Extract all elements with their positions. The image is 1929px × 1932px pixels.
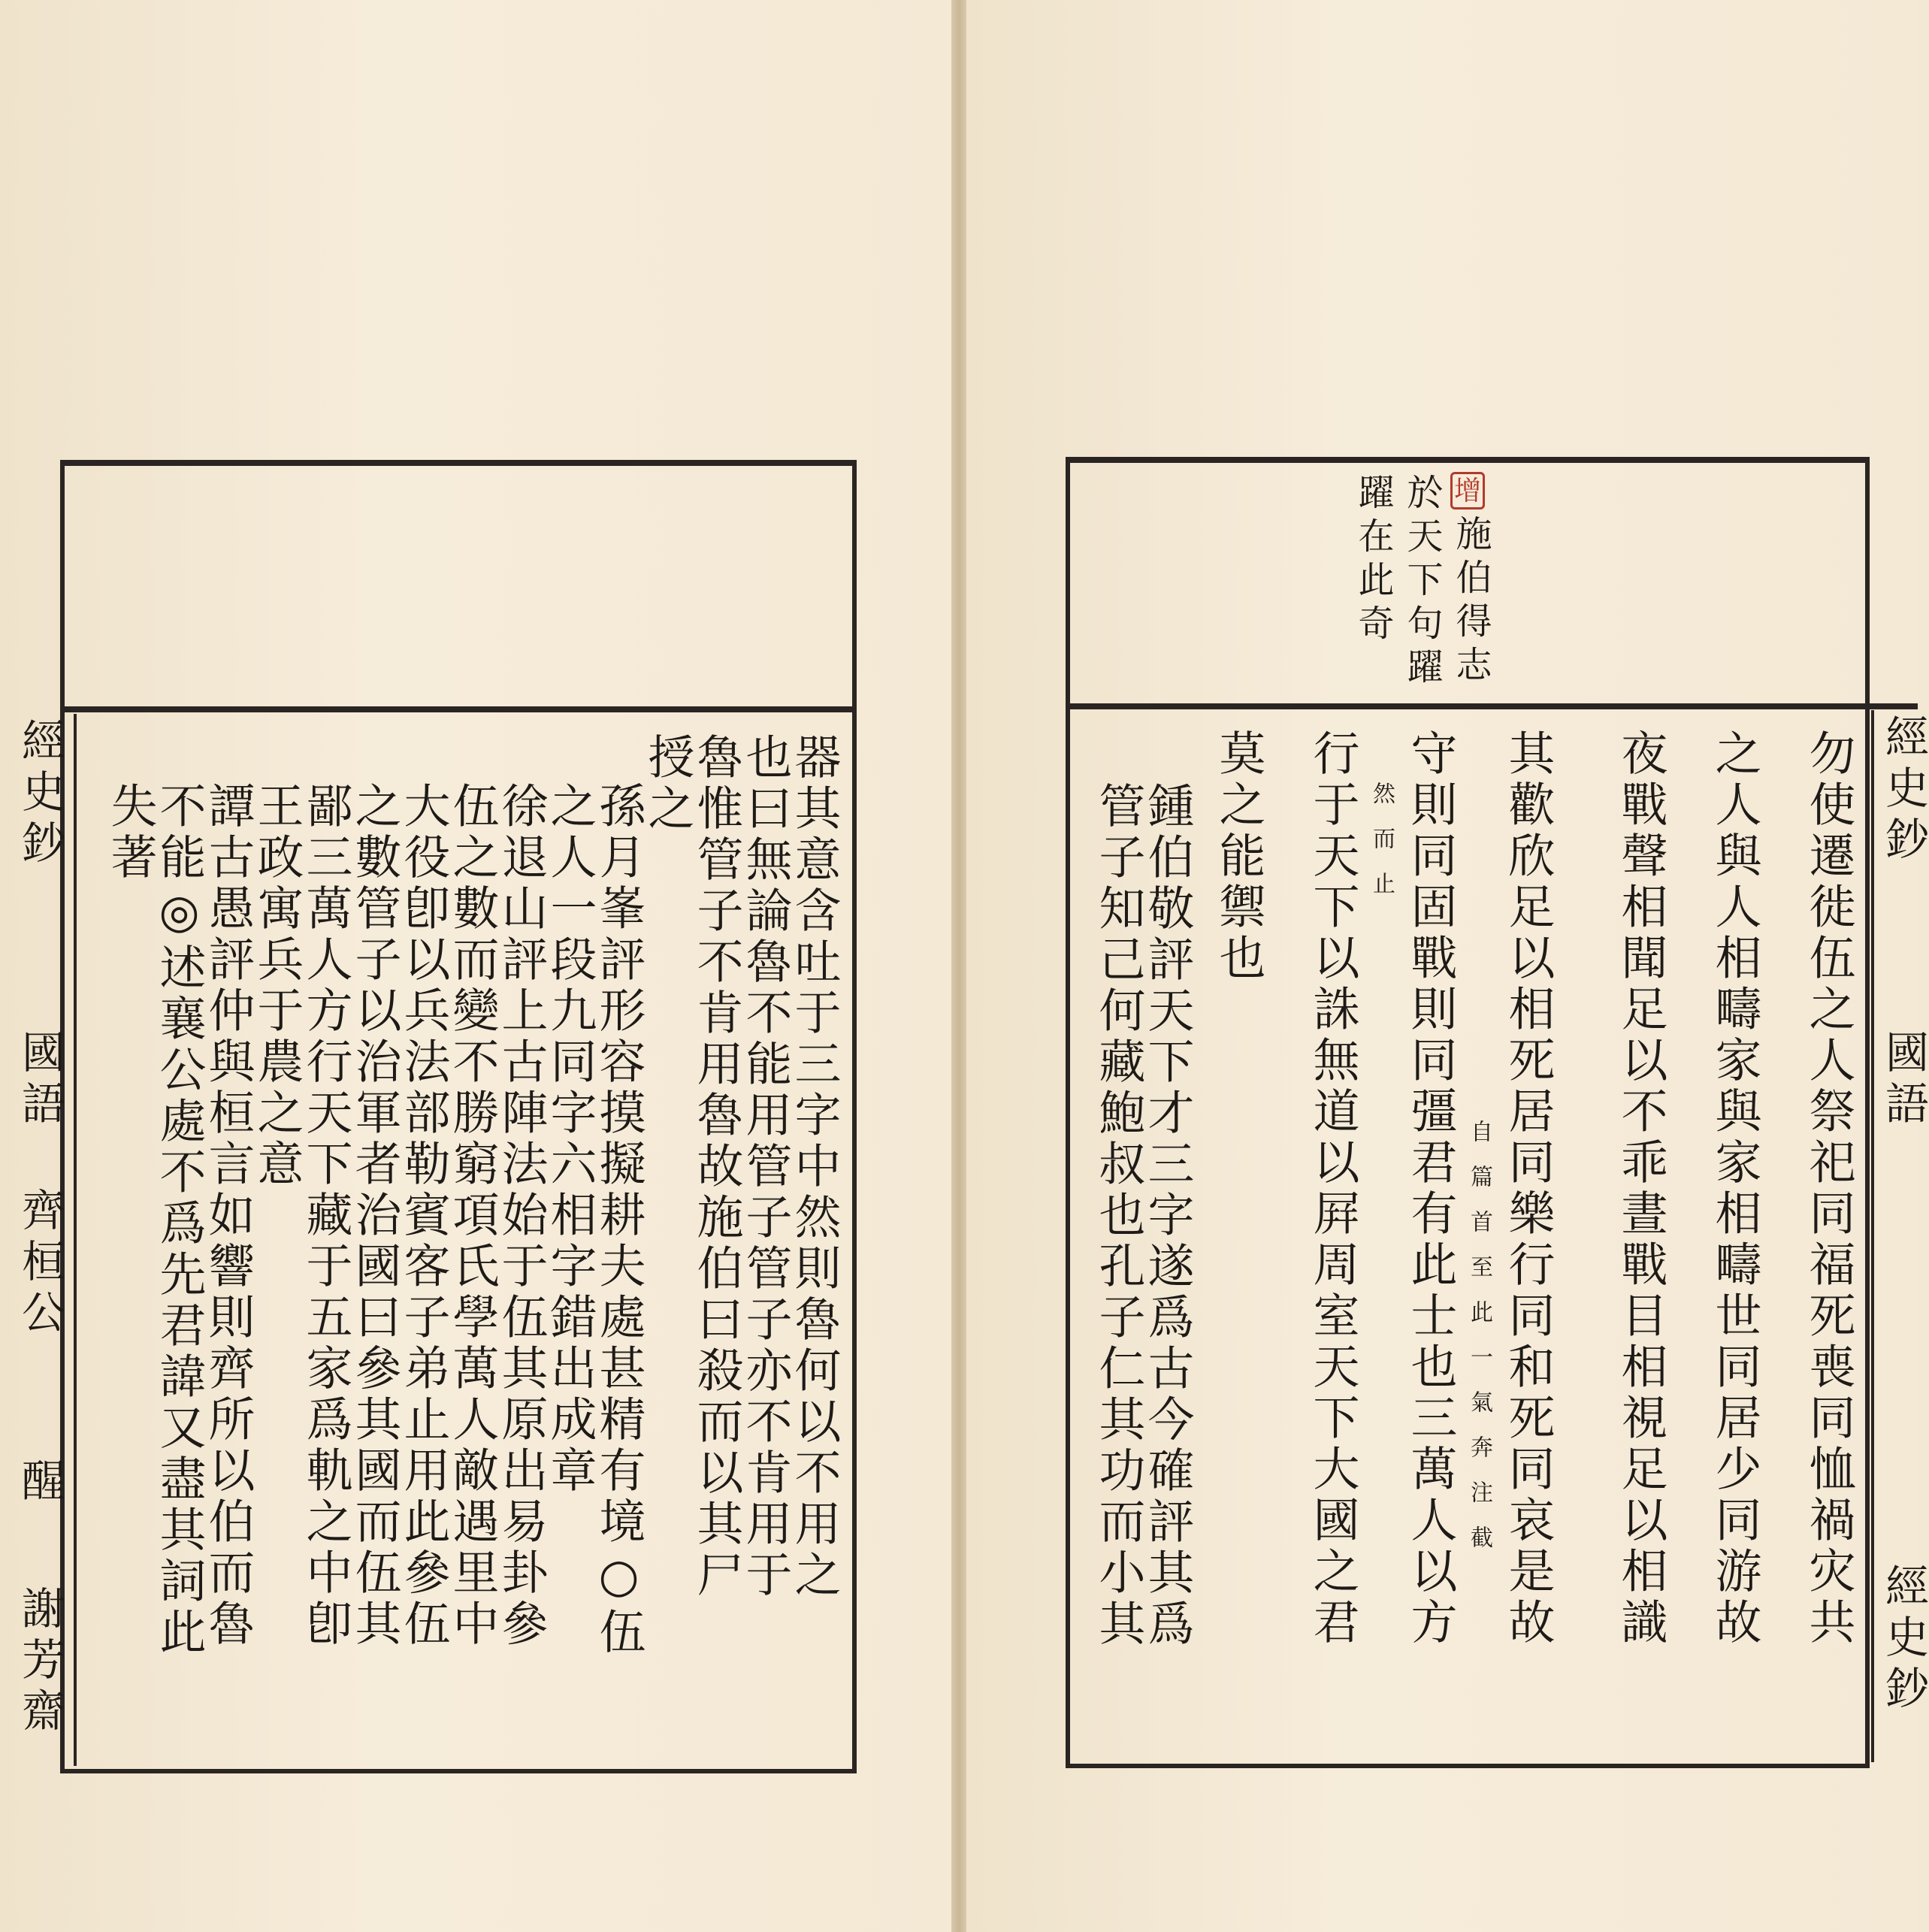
right-header-col-1: 施伯得志 bbox=[1450, 515, 1492, 689]
right-commentary-col-1: 鍾伯敬評天下才三字遂爲古今確評其爲 bbox=[1140, 782, 1195, 1650]
right-note-circles-a: 自篇首至此一氣奔注截 bbox=[1466, 1120, 1492, 1571]
left-text-col-2: 也曰無論魯不能用管子管子亦不肯用于 bbox=[738, 733, 793, 1601]
right-header-col-2: 於天下句躍 bbox=[1401, 473, 1443, 691]
left-margin-studio: 謝芳齋 bbox=[14, 1586, 65, 1739]
left-text-col-4: 授之 bbox=[640, 733, 695, 835]
right-text-col-3: 夜戰聲相聞足以不乖晝戰目相視足以相識 bbox=[1613, 729, 1668, 1649]
left-margin-chapter: 齊桓公 bbox=[14, 1187, 65, 1341]
left-text-col-10: 之數管子以治軍者治國曰參其國而伍其 bbox=[347, 782, 402, 1650]
right-header-top-rule bbox=[1066, 457, 1870, 463]
right-margin-section: 國語 bbox=[1878, 1029, 1929, 1132]
left-margin-mark: 醒 bbox=[14, 1458, 65, 1509]
left-text-col-7: 徐退山評上古陣法始于伍其原出易卦參 bbox=[494, 782, 549, 1650]
left-header-top-rule bbox=[60, 460, 857, 466]
right-header-col-3: 躍在此奇 bbox=[1352, 473, 1394, 648]
left-margin-rule bbox=[74, 714, 77, 1766]
right-text-col-5: 守則同固戰則同彊君有此士也三萬人以方 bbox=[1403, 729, 1458, 1649]
right-text-col-1: 勿使遷徙伍之人祭祀同福死喪同恤禍灾共 bbox=[1801, 729, 1856, 1649]
right-note-circles-b: 然而止 bbox=[1368, 782, 1395, 917]
right-commentary-col-2: 管子知己何藏鮑叔也孔子仁其功而小其 bbox=[1091, 782, 1146, 1650]
left-text-col-15: 失著 bbox=[103, 782, 158, 884]
left-text-col-5: 孫月峯評形容摸擬耕夫處甚精有境○伍 bbox=[591, 782, 646, 1658]
left-text-col-9: 大役卽以兵法部勒賓客子弟止用此參伍 bbox=[396, 782, 451, 1650]
right-margin-rule bbox=[1871, 710, 1874, 1762]
right-text-col-2: 之人與人相疇家與家相疇世同居少同游故 bbox=[1707, 729, 1762, 1649]
left-text-col-6: 之人一段九同字六相字錯出成章 bbox=[543, 782, 597, 1497]
right-text-col-6: 行于天下以誅無道以屛周室天下大國之君 bbox=[1305, 729, 1360, 1649]
left-header-bottom-rule bbox=[60, 706, 857, 712]
left-text-col-11: 鄙三萬人方行天下藏于五家爲軌之中卽 bbox=[298, 782, 353, 1650]
right-text-col-7: 莫之能禦也 bbox=[1211, 729, 1266, 984]
left-text-col-14: 不能◎述襄公處不爲先君諱又盡其詞此 bbox=[152, 782, 207, 1658]
left-text-col-1: 器其意含吐于三字中然則魯何以不用之 bbox=[787, 733, 842, 1601]
left-margin-title: 經史鈔 bbox=[14, 718, 65, 871]
right-margin-title: 經史鈔 bbox=[1878, 714, 1929, 867]
right-margin-title-2: 經史鈔 bbox=[1878, 1563, 1929, 1716]
zeng-seal: 增 bbox=[1450, 472, 1485, 509]
right-text-col-4: 其歡欣足以相死居同樂行同和死同哀是故 bbox=[1501, 729, 1556, 1649]
left-text-col-3: 魯惟管子不肯用魯故施伯曰殺而以其尸 bbox=[689, 733, 744, 1601]
left-text-col-13: 譚古愚評仲與桓言如響則齊所以伯而魯 bbox=[201, 782, 255, 1650]
book-gutter bbox=[951, 0, 966, 1932]
left-margin-section: 國語 bbox=[14, 1029, 65, 1132]
right-header-bottom-rule bbox=[1066, 703, 1918, 709]
left-text-col-8: 伍之數而變不勝窮項氏學萬人敵遇里中 bbox=[445, 782, 500, 1650]
left-text-col-12: 王政寓兵于農之意 bbox=[249, 782, 304, 1190]
